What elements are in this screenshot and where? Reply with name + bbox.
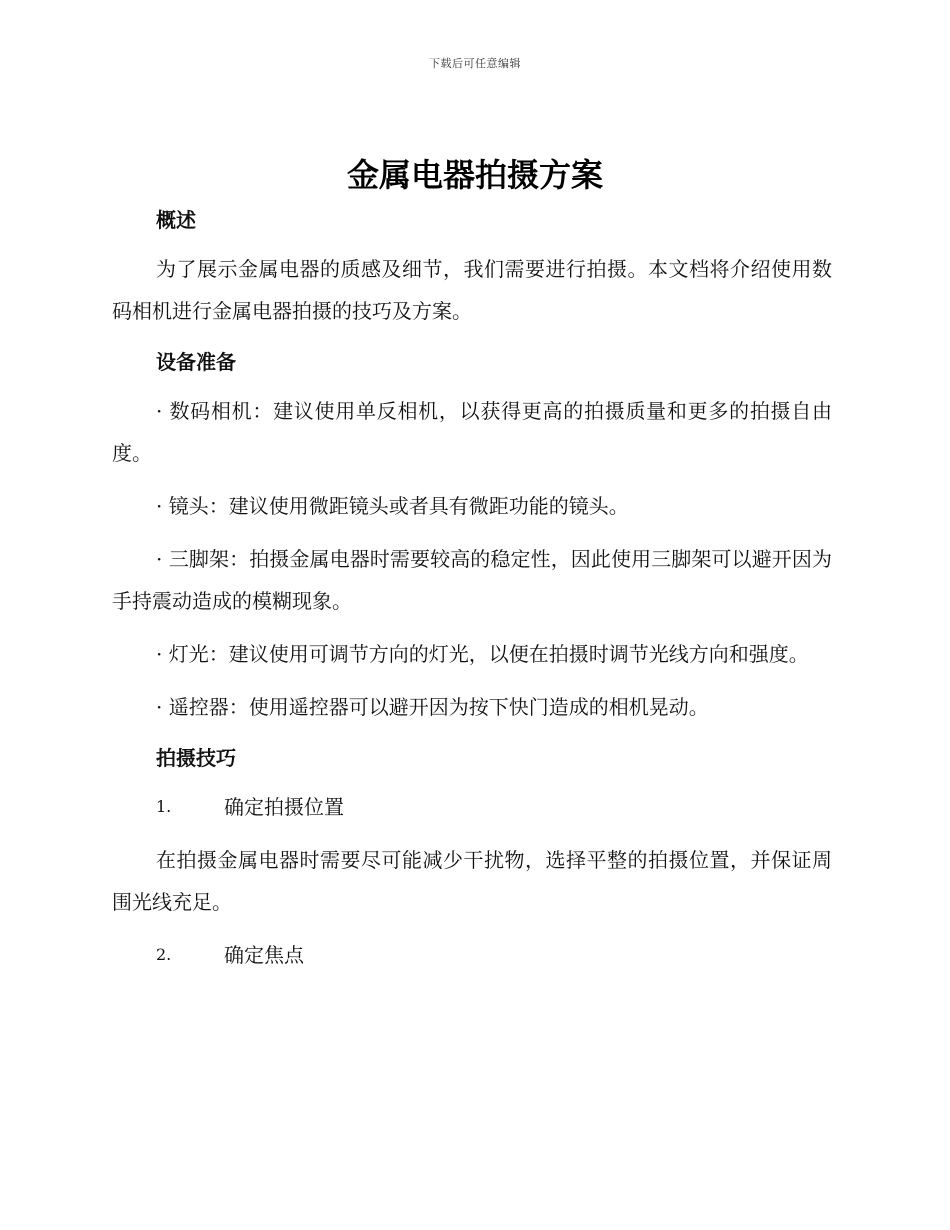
step-number: 1. bbox=[156, 797, 172, 816]
technique-step-1 bbox=[156, 786, 832, 828]
technique-step-2 bbox=[156, 934, 832, 976]
step-number: 2. bbox=[156, 945, 172, 964]
step-label: 确定拍摄位置 bbox=[224, 795, 344, 819]
technique-step-1-paragraph: 在拍摄金属电器时需要尽可能减少干扰物，选择平整的拍摄位置，并保证周围光线充足。 bbox=[112, 848, 832, 914]
document-body bbox=[112, 204, 832, 976]
section-heading-techniques: 拍摄技巧 bbox=[156, 746, 236, 770]
equipment-item-remote: · 遥控器：使用遥控器可以避开因为按下快门造成的相机晃动。 bbox=[156, 695, 709, 719]
equipment-item-tripod: · 三脚架：拍摄金属电器时需要较高的稳定性，因此使用三脚架可以避开因为手持震动造成的模糊现象。 bbox=[112, 547, 832, 613]
page-header: 下载后可任意编辑 bbox=[429, 57, 521, 70]
overview-paragraph: 为了展示金属电器的质感及细节，我们需要进行拍摄。本文档将介绍使用数码相机进行金属电器拍摄的技巧及方案。 bbox=[112, 257, 832, 323]
step-label: 确定焦点 bbox=[224, 943, 304, 967]
section-heading-overview: 概述 bbox=[156, 208, 196, 232]
document-title: 金属电器拍摄方案 bbox=[346, 156, 603, 194]
equipment-item-camera: · 数码相机：建议使用单反相机，以获得更高的拍摄质量和更多的拍摄自由度。 bbox=[112, 399, 832, 465]
section-heading-equipment: 设备准备 bbox=[156, 350, 236, 374]
equipment-item-lighting: · 灯光：建议使用可调节方向的灯光，以便在拍摄时调节光线方向和强度。 bbox=[156, 642, 809, 666]
equipment-item-lens: · 镜头：建议使用微距镜头或者具有微距功能的镜头。 bbox=[156, 494, 629, 518]
